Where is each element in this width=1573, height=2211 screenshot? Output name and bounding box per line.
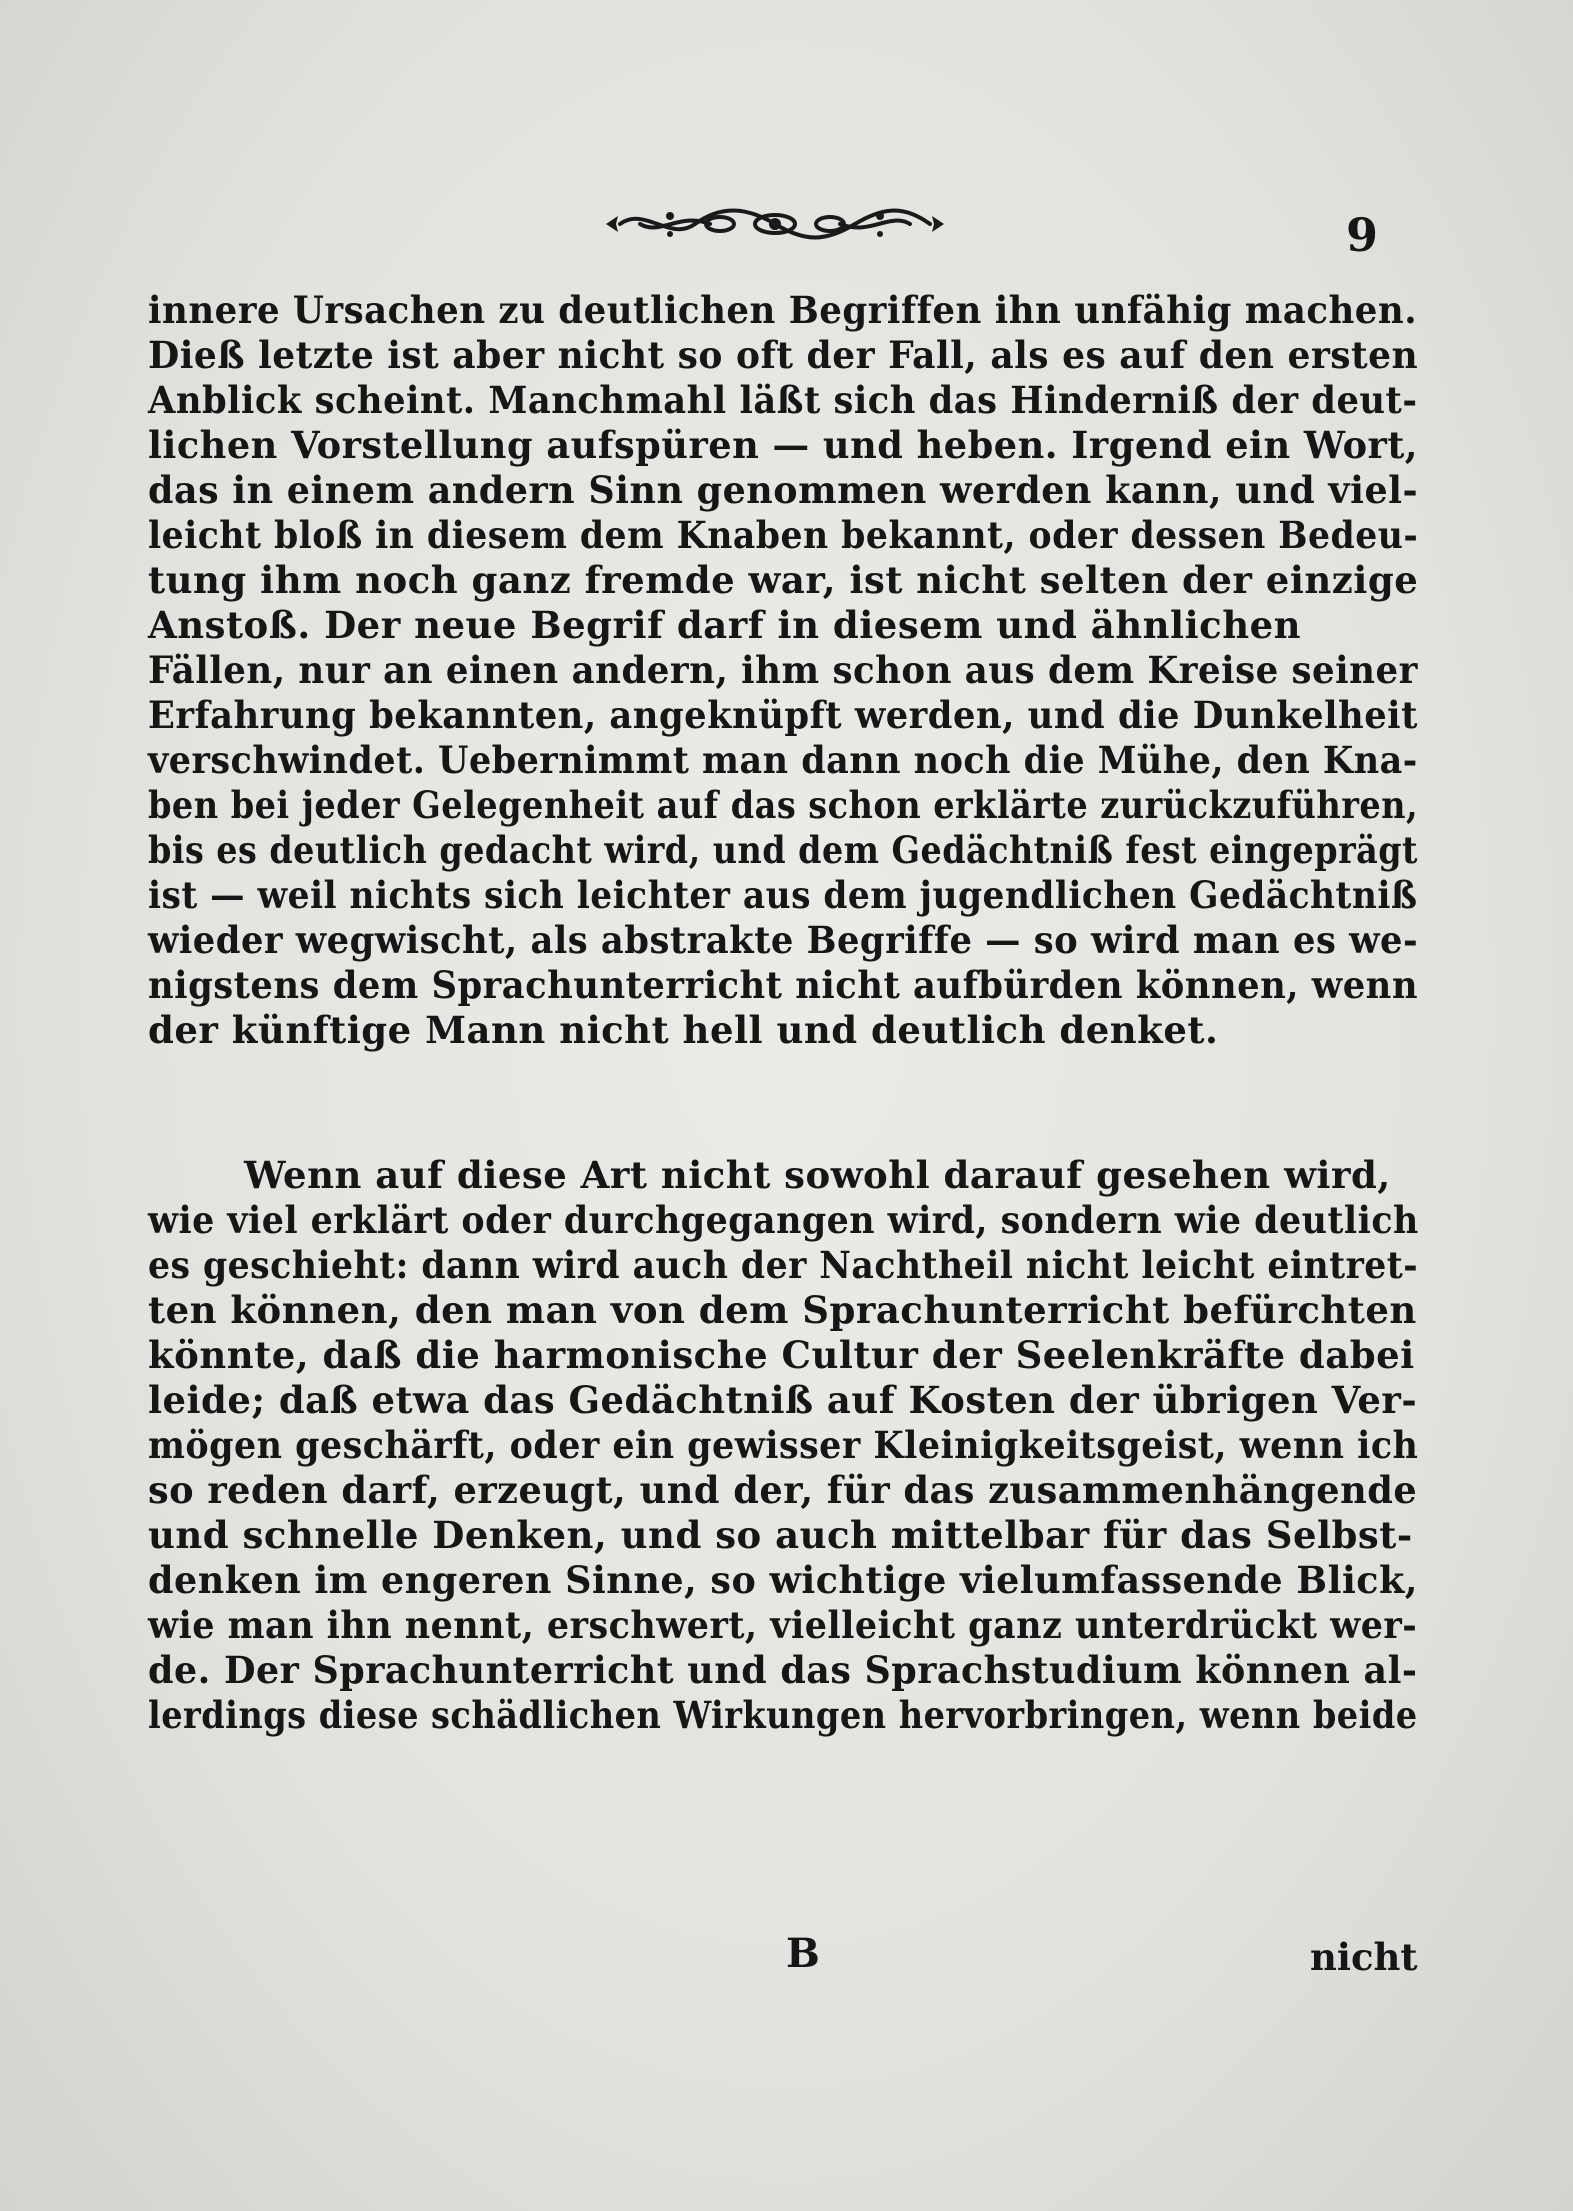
text-line: so reden darf, erzeugt, und der, für das zusammenhängende (148, 1468, 1418, 1512)
text-line: lerdings diese schädlichen Wirkungen hervorbringen, wenn beide (148, 1693, 1418, 1737)
text-line: tung ihm noch ganz fremde war, ist nicht selten der einzige (148, 558, 1419, 602)
text-line: wie man ihn nennt, erschwert, vielleicht ganz unterdrückt wer- (148, 1603, 1418, 1647)
text-line: es geschieht: dann wird auch der Nachtheil nicht leicht eintret- (148, 1243, 1419, 1287)
body-text (148, 288, 1418, 1738)
text-line: leide; daß etwa das Gedächtniß auf Kosten der übrigen Ver- (148, 1378, 1418, 1422)
text-line: Erfahrung bekannten, angeknüpft werden, und die Dunkelheit (148, 693, 1418, 737)
text-line: könnte, daß die harmonische Cultur der Seelenkräfte dabei (148, 1333, 1415, 1377)
text-line: leicht bloß in diesem dem Knaben bekannt, oder dessen Bedeu- (148, 513, 1419, 557)
text-line: Dieß letzte ist aber nicht so oft der Fall, als es auf den ersten (148, 333, 1419, 377)
text-line: bis es deutlich gedacht wird, und dem Gedächtniß fest eingeprägt (148, 828, 1418, 872)
text-line: nigstens dem Sprachunterricht nicht aufbürden können, wenn (148, 963, 1419, 1007)
catchword: nicht (1310, 1935, 1418, 1979)
text-line: ben bei jeder Gelegenheit auf das schon erklärte zurückzuführen, (148, 783, 1419, 827)
text-line: mögen geschärft, oder ein gewisser Kleinigkeitsgeist, wenn ich (148, 1423, 1419, 1467)
text-line: wie viel erklärt oder durchgegangen wird, sondern wie deutlich (148, 1198, 1419, 1242)
signature-mark: B (786, 1930, 820, 1977)
text-line: de. Der Sprachunterricht und das Sprachstudium können al- (148, 1648, 1418, 1692)
text-line: Fällen, nur an einen andern, ihm schon aus dem Kreise seiner (148, 648, 1418, 692)
paragraph-gap (148, 1053, 1418, 1153)
paragraph-1 (148, 288, 1418, 1053)
text-line: lichen Vorstellung aufspüren — und heben. Irgend ein Wort, (148, 423, 1419, 467)
paragraph-2 (148, 1153, 1418, 1738)
text-line: ten können, den man von dem Sprachunterricht befürchten (148, 1288, 1417, 1332)
text-line: innere Ursachen zu deutlichen Begriffen ihn unfähig machen. (148, 288, 1418, 332)
text-line: wieder wegwischt, als abstrakte Begriffe — so wird man es we- (148, 918, 1419, 962)
text-line: der künftige Mann nicht hell und deutlich denket. (148, 1008, 1219, 1052)
text-line: das in einem andern Sinn genommen werden kann, und viel- (148, 468, 1419, 512)
text-line: denken im engeren Sinne, so wichtige vielumfassende Blick, (148, 1558, 1418, 1602)
text-line: ist — weil nichts sich leichter aus dem jugendlichen Gedächtniß (148, 873, 1418, 917)
text-line: Anblick scheint. Manchmahl läßt sich das Hinderniß der deut- (148, 378, 1418, 422)
text-line: Wenn auf diese Art nicht sowohl darauf gesehen wird, (244, 1153, 1391, 1197)
text-line: Anstoß. Der neue Begrif darf in diesem und ähnlichen (148, 603, 1302, 647)
text-line: und schnelle Denken, und so auch mittelbar für das Selbst- (148, 1513, 1413, 1557)
floral-ornament-icon (600, 196, 950, 252)
text-line: verschwindet. Uebernimmt man dann noch die Mühe, den Kna- (148, 738, 1418, 782)
page-number: 9 (1346, 208, 1379, 262)
